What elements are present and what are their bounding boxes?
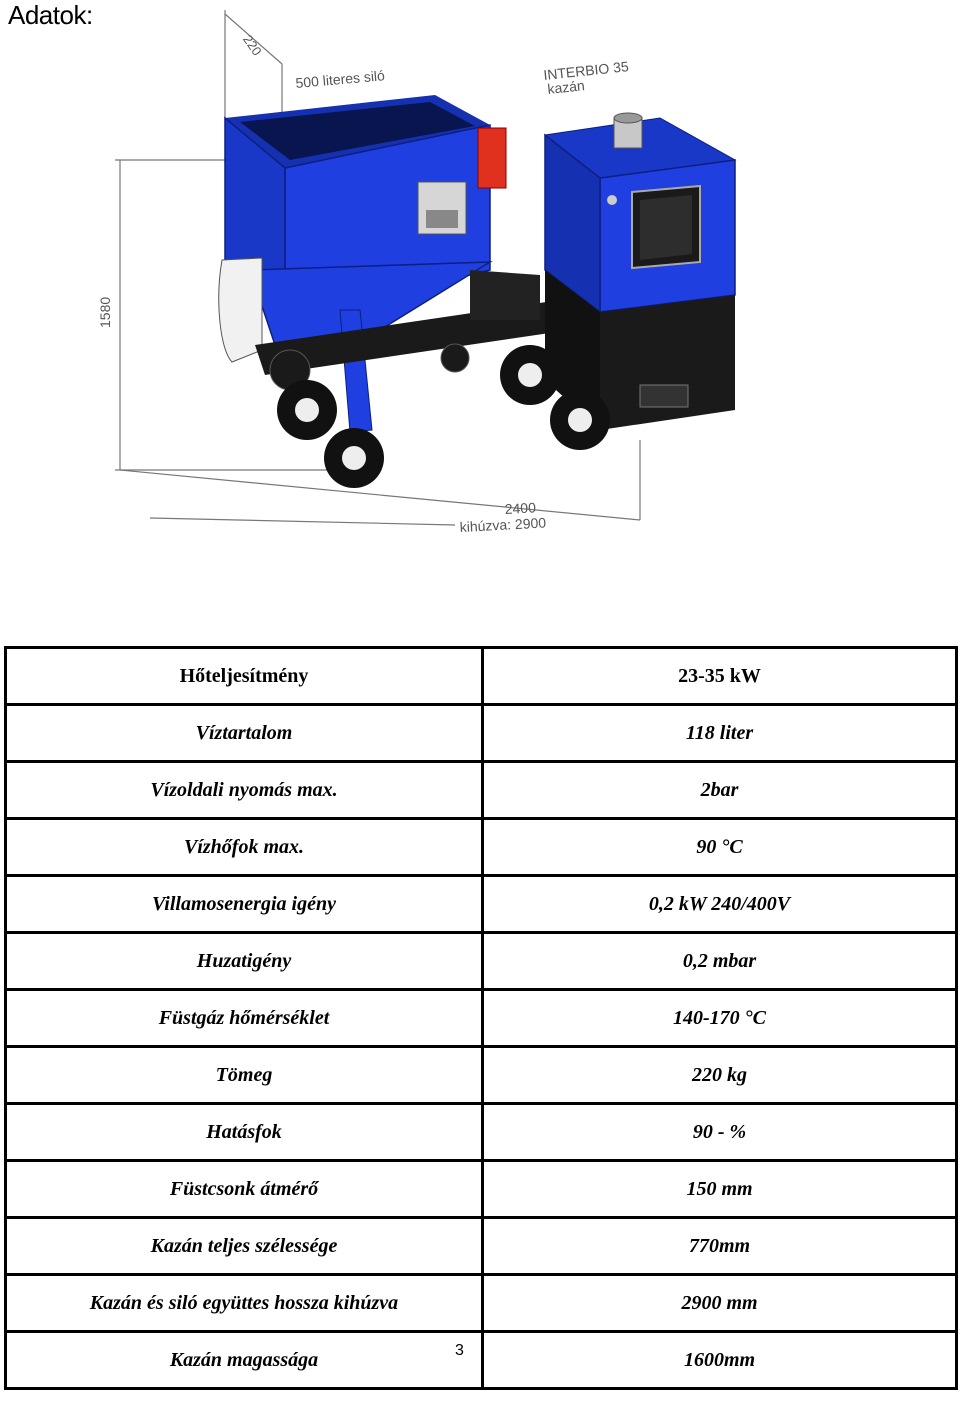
spec-value: 770mm	[483, 1218, 957, 1275]
spec-row	[6, 762, 957, 819]
spec-row	[6, 1332, 957, 1389]
spec-label: Füstcsonk átmérő	[6, 1161, 483, 1218]
boiler	[545, 113, 735, 430]
spec-value: 90 °C	[483, 819, 957, 876]
spec-label: Víztartalom	[6, 705, 483, 762]
spec-row	[6, 819, 957, 876]
spec-label: Hőteljesítmény	[6, 648, 483, 705]
spec-value: 1600mm	[483, 1332, 957, 1389]
spec-value: 2900 mm	[483, 1275, 957, 1332]
spec-value: 220 kg	[483, 1047, 957, 1104]
spec-label: Füstgáz hőmérséklet	[6, 990, 483, 1047]
spec-row	[6, 1275, 957, 1332]
spec-row	[6, 876, 957, 933]
spec-row	[6, 1047, 957, 1104]
spec-label: Huzatigény	[6, 933, 483, 990]
spec-label: Kazán magassága	[6, 1332, 483, 1389]
dim-height-label: 1580	[97, 296, 113, 328]
spec-row	[6, 1218, 957, 1275]
spec-value: 90 - %	[483, 1104, 957, 1161]
spec-row	[6, 705, 957, 762]
boiler-drawing	[0, 0, 960, 600]
spec-label: Tömeg	[6, 1047, 483, 1104]
spec-value: 0,2 kW 240/400V	[483, 876, 957, 933]
spec-label: Kazán teljes szélessége	[6, 1218, 483, 1275]
spec-value: 2bar	[483, 762, 957, 819]
page-heading: Adatok:	[8, 0, 93, 30]
dim-extended-label: kihúzva: 2900	[459, 514, 547, 535]
dim-depth-label: 220	[240, 32, 265, 59]
silo-label: 500 literes siló	[294, 67, 386, 91]
spec-label: Vízoldali nyomás max.	[6, 762, 483, 819]
spec-value: 0,2 mbar	[483, 933, 957, 990]
spec-label: Kazán és siló együttes hossza kihúzva	[6, 1275, 483, 1332]
boiler-label-model: INTERBIO 35	[542, 58, 630, 83]
spec-value: 118 liter	[483, 705, 957, 762]
silo	[219, 95, 506, 432]
spec-label: Vízhőfok max.	[6, 819, 483, 876]
spec-value: 150 mm	[483, 1161, 957, 1218]
spec-row	[6, 933, 957, 990]
boiler-label-kazan: kazán	[546, 77, 586, 97]
spec-label: Villamosenergia igény	[6, 876, 483, 933]
spec-value: 140-170 °C	[483, 990, 957, 1047]
spec-row	[6, 648, 957, 705]
spec-table	[4, 646, 958, 1390]
dim-length-label: 2400	[504, 499, 537, 517]
spec-value: 23-35 kW	[483, 648, 957, 705]
spec-row	[6, 1104, 957, 1161]
boiler-base-front	[600, 295, 735, 430]
spec-row	[6, 1161, 957, 1218]
spec-row	[6, 990, 957, 1047]
burner	[478, 128, 506, 188]
spec-label: Hatásfok	[6, 1104, 483, 1161]
page-number: 3	[455, 1342, 464, 1359]
